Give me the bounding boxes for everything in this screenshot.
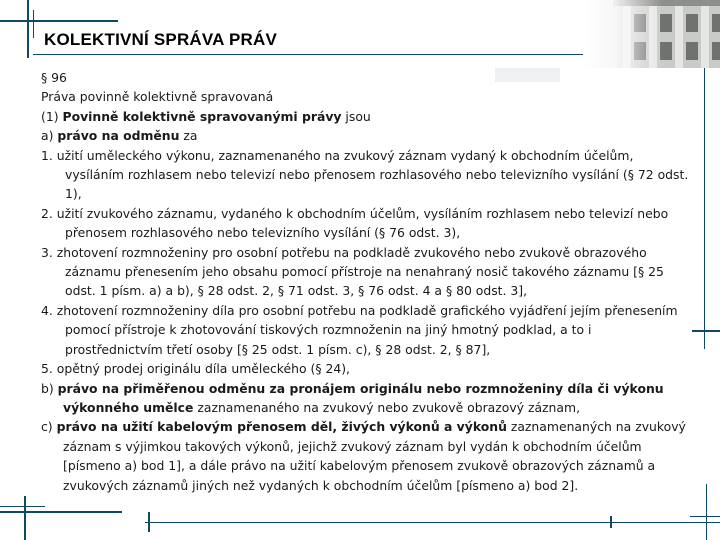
- page-title: KOLEKTIVNÍ SPRÁVA PRÁV: [44, 30, 277, 49]
- subitem-1: 1. užití uměleckého výkonu, zaznamenaného na zvukový záznam vydaný k obchodním účelům, vysíláním rozhlasem nebo televizí nebo přenosem rozhlasového nebo televizního vysílání (§ 72 odst. 1),: [41, 147, 689, 202]
- frame-bottom-line-2: [0, 506, 45, 507]
- frame-right-tick: [692, 330, 720, 332]
- building-photo: [583, 0, 720, 68]
- frame-bottom-line: [0, 511, 122, 513]
- frame-bottom-divider: [145, 522, 720, 523]
- document-body: [41, 68, 691, 495]
- intro-line: (1) Povinně kolektivně spravovanými právy jsou: [41, 108, 371, 124]
- frame-left-line-2: [33, 10, 34, 38]
- frame-bottom-right-line: [690, 516, 720, 517]
- frame-left-line: [27, 0, 29, 58]
- frame-bottom-tick-2: [610, 516, 612, 528]
- frame-bottom-tick-1: [148, 512, 150, 532]
- item-c: c) právo na užití kabelovým přenosem děl, živých výkonů a výkonů zaznamenaných na zvukový záznam s výjimkou takových výkonů, jejichž zvukový záznam byl vydán k obchodním účelům [písmeno a) bod 1], a dále právo na užití kabelovým přenosem zvukově obrazových záznamů a zvukových záznamů jiných než vydaných k obchodním účelům [písmeno a) bod 2].: [41, 419, 686, 493]
- frame-bottom-right-vertical: [706, 484, 707, 540]
- subitem-3: 3. zhotovení rozmnoženiny pro osobní potřebu na podkladě zvukového nebo zvukově obrazového záznamu přenesením jeho obsahu pomocí přístroje na nenahraný nosič takového záznamu [§ 25 odst. 1 písm. a) a b), § 28 odst. 2, § 71 odst. 3, § 76 odst. 4 a § 80 odst. 3],: [41, 244, 664, 299]
- item-a: a) právo na odměnu za: [41, 128, 198, 144]
- paragraph-number: § 96: [41, 70, 67, 85]
- section-heading: Práva povinně kolektivně spravovaná: [41, 89, 274, 105]
- item-b: b) právo na přiměřenou odměnu za pronájem originálu nebo rozmnoženiny díla či výkonu výkonného umělce zaznamenaného na zvukový nebo zvukově obrazový záznam,: [41, 380, 664, 415]
- frame-top-line: [0, 20, 118, 22]
- frame-bottom-left-vertical: [24, 496, 26, 540]
- frame-right-line: [704, 24, 705, 349]
- subitem-2: 2. užití zvukového záznamu, vydaného k obchodním účelům, vysíláním rozhlasem nebo televizí nebo přenosem rozhlasového nebo televizního vysílání (§ 76 odst. 3),: [41, 205, 669, 241]
- subitem-5: 5. opětný prodej originálu díla uměleckého (§ 24),: [41, 361, 350, 377]
- subitem-4: 4. zhotovení rozmnoženiny díla pro osobní potřebu na podkladě grafického vyjádření jejím přenesením pomocí přístroje k zhotovování tiskových rozmnoženin na jiný hmotný podklad, a to i prostřednictvím třetí osoby [§ 25 odst. 1 písm. c), § 28 odst. 2, § 87],: [41, 302, 678, 357]
